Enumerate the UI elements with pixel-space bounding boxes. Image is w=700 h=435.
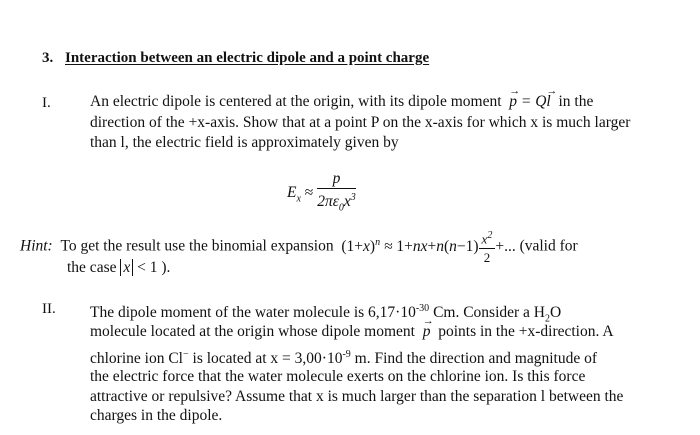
part1-line1 [90, 91, 593, 113]
part2-line2 [90, 321, 614, 343]
hint-text: To get the result use the binomial expansion [60, 237, 334, 255]
part2-line1-text: The dipole moment of the water molecule is 6,17·10 [90, 304, 416, 322]
equation-denominator: $2\pi\varepsilon_0x^3$ [317, 192, 356, 214]
abs-x: x [120, 259, 133, 276]
part2-line2-end: points in the +x-direction. A [438, 323, 614, 340]
part2-line3-exp: -9 [342, 349, 351, 360]
chlorine-charge: − [183, 349, 189, 360]
dipole-vector-p: → p [423, 321, 431, 343]
part1-label: I. [42, 95, 51, 111]
hint-label: Hint: [20, 237, 53, 255]
equation-numerator: p [317, 170, 356, 189]
binomial-formula: $(1+x)^n \approx 1+nx+n(n-1)$ $\frac{x^2}{2}$ +... [337, 238, 519, 255]
dipole-moment-formula: → p = Q→ l [505, 93, 558, 110]
part2-label: II. [42, 301, 56, 317]
part1-line1-end: in the [558, 93, 594, 110]
part2-line1-exp: -30 [415, 303, 430, 314]
part2-line3-text: chlorine ion Cl [90, 350, 183, 368]
hint-line2-text: the case [67, 259, 117, 276]
hint-text-end: (valid for [519, 237, 578, 255]
part2-line1-end: O [550, 304, 562, 322]
part2-line1-sub: 2 [545, 313, 550, 325]
section-title: Interaction between an electric dipole and a point charge [65, 50, 430, 66]
equation-fraction [317, 170, 356, 217]
section-heading [42, 50, 429, 67]
field-equation [287, 170, 356, 217]
part1-line1-text: An electric dipole is centered at the origin, with its dipole moment [90, 93, 502, 110]
part2-line5: attractive or repulsive? Assume that x is much larger than the separation l between the [90, 388, 624, 405]
equation-approx: ≈ [304, 184, 314, 202]
equation-lhs-sub: x [296, 193, 301, 205]
part2-line6: charges in the dipole. [90, 407, 223, 424]
hint-line2 [67, 257, 170, 279]
part1-line3: than l, the electric field is approximately given by [90, 134, 399, 151]
hint-line2-end: < 1 ). [137, 259, 171, 276]
equation-lhs: E [287, 184, 297, 202]
part1-line2: direction of the +x-axis. Show that at a point P on the x-axis for which x is much larger [90, 114, 631, 131]
part2-line2-text: molecule located at the origin whose dipole moment [90, 323, 415, 340]
part2-line3-end: m. Find the direction and magnitude of [354, 350, 598, 368]
part2-line4: the electric force that the water molecule exerts on the chlorine ion. Is this force [90, 368, 586, 385]
section-number: 3. [42, 50, 54, 66]
part2-line3-position: is located at x = 3,00·10 [192, 350, 343, 368]
part2-line1-unit: Cm. Consider a H [433, 304, 545, 322]
